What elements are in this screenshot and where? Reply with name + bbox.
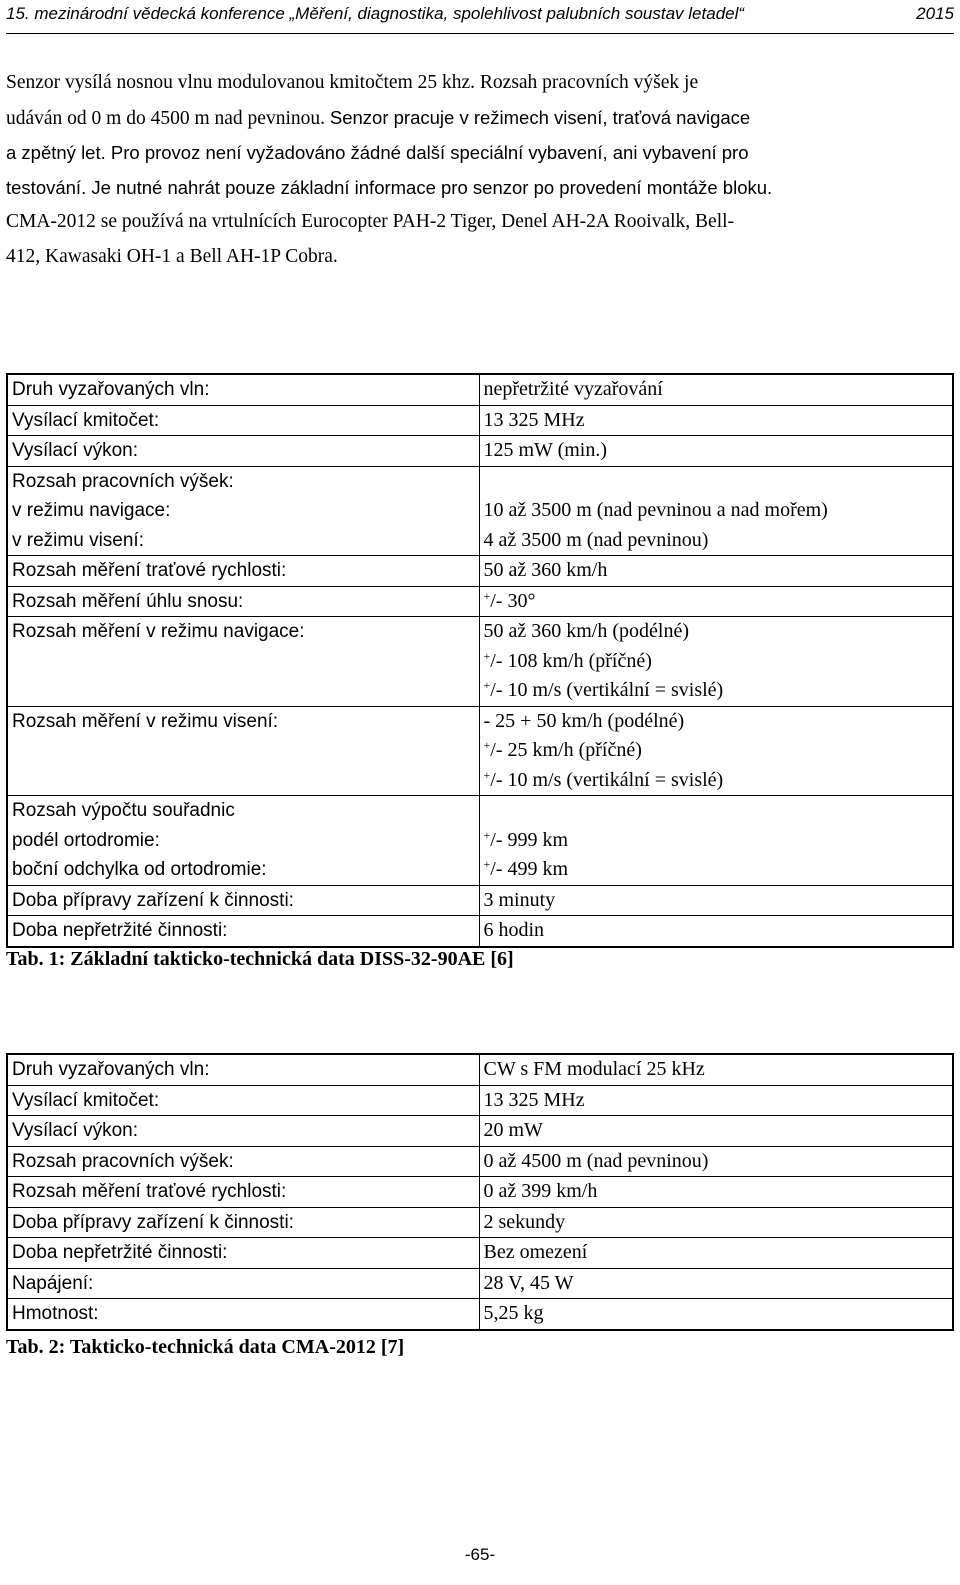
label-line: Rozsah výpočtu souřadnic — [12, 800, 235, 821]
value-line: 3 minuty — [483, 888, 556, 911]
label-line: Vysílací výkon: — [12, 440, 139, 461]
value-line: 10 až 3500 m (nad pevninou a nad mořem) — [483, 499, 828, 521]
row-label — [7, 405, 479, 436]
plus-superscript: + — [483, 588, 491, 603]
value-line: CW s FM modulací 25 kHz — [483, 1058, 705, 1080]
label-line: Druh vyzařovaných vln: — [12, 379, 210, 400]
label-line: Hmotnost: — [12, 1303, 99, 1324]
table-row — [7, 1177, 953, 1208]
row-label — [7, 617, 479, 707]
row-value — [479, 706, 953, 796]
table-row — [7, 1207, 953, 1238]
table-row — [7, 1238, 953, 1269]
table-caption-1: Tab. 1: Základní takticko-technická data DISS-32-90AE [6] — [6, 948, 514, 970]
plus-superscript: + — [483, 738, 491, 752]
value-line: 50 až 360 km/h — [483, 559, 608, 581]
value-line: 28 V, 45 W — [483, 1271, 574, 1294]
paragraph-line: a zpětný let. Pro provoz není vyžadováno žádné další speciální vybavení, ani vybavení pro — [6, 142, 749, 163]
row-label — [7, 1177, 479, 1208]
conference-title: 15. mezinárodní vědecká konference „Měření, diagnostika, spolehlivost palubních soustav letadel“ — [6, 4, 745, 23]
value-line: 5,25 kg — [483, 1302, 544, 1324]
row-value — [479, 1085, 953, 1116]
label-line: Doba přípravy zařízení k činnosti: — [12, 889, 294, 911]
label-line: Doba nepřetržité činnosti: — [12, 1242, 228, 1263]
value-line: +/- 108 km/h (příčné) — [483, 648, 652, 672]
table-row — [7, 1054, 953, 1085]
row-label — [7, 706, 479, 796]
row-label — [7, 885, 479, 916]
row-label — [7, 1116, 479, 1147]
row-label — [7, 916, 479, 947]
value-line: +/- 499 km — [483, 857, 569, 880]
plus-superscript: + — [483, 678, 491, 692]
value-line: 2 sekundy — [483, 1210, 566, 1233]
value-line: +/- 30° — [483, 588, 536, 612]
value-line: +/- 10 m/s (vertikální = svislé) — [483, 767, 724, 791]
paragraph-line: 412, Kawasaki OH-1 a Bell AH-1P Cobra. — [6, 245, 338, 267]
table-row — [7, 586, 953, 617]
value-line: 20 mW — [483, 1119, 543, 1141]
label-line: Rozsah měření v režimu navigace: — [12, 621, 305, 642]
paragraph-line-serif: udáván od 0 m do 4500 m nad pevninou. — [6, 107, 325, 129]
row-label — [7, 556, 479, 587]
value-line: +/- 10 m/s (vertikální = svislé) — [483, 678, 724, 701]
row-label — [7, 586, 479, 617]
row-value — [479, 1116, 953, 1147]
label-line: v režimu navigace: — [12, 500, 171, 521]
label-line: Vysílací kmitočet: — [12, 409, 160, 431]
row-value — [479, 916, 953, 947]
label-line: Rozsah pracovních výšek: — [12, 470, 234, 492]
paragraph-line-sans: Senzor pracuje v režimech visení, traťová navigace — [329, 106, 751, 128]
label-line: Doba nepřetržité činnosti: — [12, 920, 228, 941]
plus-superscript: + — [483, 648, 491, 663]
paragraph-line: Senzor vysílá nosnou vlnu modulovanou kmitočtem 25 khz. Rozsah pracovních výšek je — [6, 72, 699, 93]
row-label — [7, 1207, 479, 1238]
table-row — [7, 374, 953, 405]
value-line: 13 325 MHz — [483, 1088, 585, 1111]
label-line: podél ortodromie: — [12, 829, 160, 851]
table-row — [7, 617, 953, 707]
label-line: Vysílací výkon: — [12, 1120, 139, 1141]
plus-superscript: + — [483, 827, 491, 842]
label-line: Napájení: — [12, 1272, 94, 1294]
label-line: Rozsah pracovních výšek: — [12, 1150, 234, 1172]
table-row — [7, 796, 953, 886]
row-value — [479, 466, 953, 556]
row-value — [479, 1238, 953, 1269]
label-line: Doba přípravy zařízení k činnosti: — [12, 1211, 294, 1233]
plus-superscript: + — [483, 857, 491, 871]
row-label — [7, 1085, 479, 1116]
value-line: +/- 25 km/h (příčné) — [483, 738, 642, 761]
table-row — [7, 436, 953, 467]
value-line: - 25 + 50 km/h (podélné) — [483, 709, 685, 732]
plus-superscript: + — [483, 767, 491, 782]
row-value — [479, 405, 953, 436]
row-value — [479, 1207, 953, 1238]
label-line: Rozsah měření úhlu snosu: — [12, 590, 244, 612]
label-line: v režimu visení: — [12, 529, 144, 551]
label-line: Rozsah měření traťové rychlosti: — [12, 1181, 287, 1202]
label-line: Druh vyzařovaných vln: — [12, 1059, 210, 1080]
spec-table-diss — [6, 373, 954, 948]
table-row — [7, 916, 953, 947]
table-row — [7, 466, 953, 556]
row-label — [7, 1268, 479, 1299]
value-line — [484, 796, 949, 826]
value-line: 6 hodin — [483, 919, 545, 941]
table-row — [7, 1116, 953, 1147]
table-row — [7, 1299, 953, 1330]
paragraph-line: CMA-2012 se používá na vrtulnících Eurocopter PAH-2 Tiger, Denel AH-2A Rooivalk, Bell- — [6, 211, 735, 232]
row-label — [7, 1299, 479, 1330]
row-value — [479, 1146, 953, 1177]
row-value — [479, 617, 953, 707]
row-label — [7, 1238, 479, 1269]
row-value — [479, 436, 953, 467]
row-value — [479, 556, 953, 587]
table-row — [7, 706, 953, 796]
table-caption-2: Tab. 2: Takticko-technická data CMA-2012 [7] — [6, 1336, 405, 1358]
row-label — [7, 796, 479, 886]
table-row — [7, 1085, 953, 1116]
row-value — [479, 1177, 953, 1208]
running-header — [6, 0, 954, 34]
row-value — [479, 1268, 953, 1299]
body-paragraph — [6, 66, 954, 274]
value-line: +/- 999 km — [483, 827, 569, 851]
value-line: Bez omezení — [483, 1241, 588, 1263]
conference-year: 2015 — [916, 4, 954, 23]
row-value — [479, 796, 953, 886]
row-value — [479, 374, 953, 405]
label-line: Rozsah měření traťové rychlosti: — [12, 560, 287, 581]
row-label — [7, 1146, 479, 1177]
row-value — [479, 586, 953, 617]
spec-table-cma — [6, 1053, 954, 1331]
row-label — [7, 374, 479, 405]
label-line: Rozsah měření v režimu visení: — [12, 710, 279, 732]
paragraph-line — [6, 101, 954, 137]
label-line: boční odchylka od ortodromie: — [12, 859, 267, 880]
row-value — [479, 885, 953, 916]
row-value — [479, 1299, 953, 1330]
table-row — [7, 885, 953, 916]
table-row — [7, 405, 953, 436]
row-label — [7, 466, 479, 556]
label-line: Vysílací kmitočet: — [12, 1089, 160, 1111]
value-line — [484, 467, 949, 497]
value-line: nepřetržité vyzařování — [483, 378, 663, 400]
row-label — [7, 1054, 479, 1085]
value-line: 125 mW (min.) — [483, 439, 608, 461]
paragraph-line: testování. Je nutné nahrát pouze základní informace pro senzor po provedení montáže bloku. — [6, 176, 773, 198]
table-row — [7, 1146, 953, 1177]
table-row — [7, 1268, 953, 1299]
row-label — [7, 436, 479, 467]
value-line: 50 až 360 km/h (podélné) — [483, 620, 689, 642]
page-number: -65- — [464, 1545, 496, 1564]
value-line: 13 325 MHz — [483, 408, 585, 431]
value-line: 0 až 399 km/h — [483, 1180, 598, 1202]
value-line: 4 až 3500 m (nad pevninou) — [483, 528, 709, 551]
table-row — [7, 556, 953, 587]
row-value — [479, 1054, 953, 1085]
value-line: 0 až 4500 m (nad pevninou) — [483, 1149, 709, 1172]
